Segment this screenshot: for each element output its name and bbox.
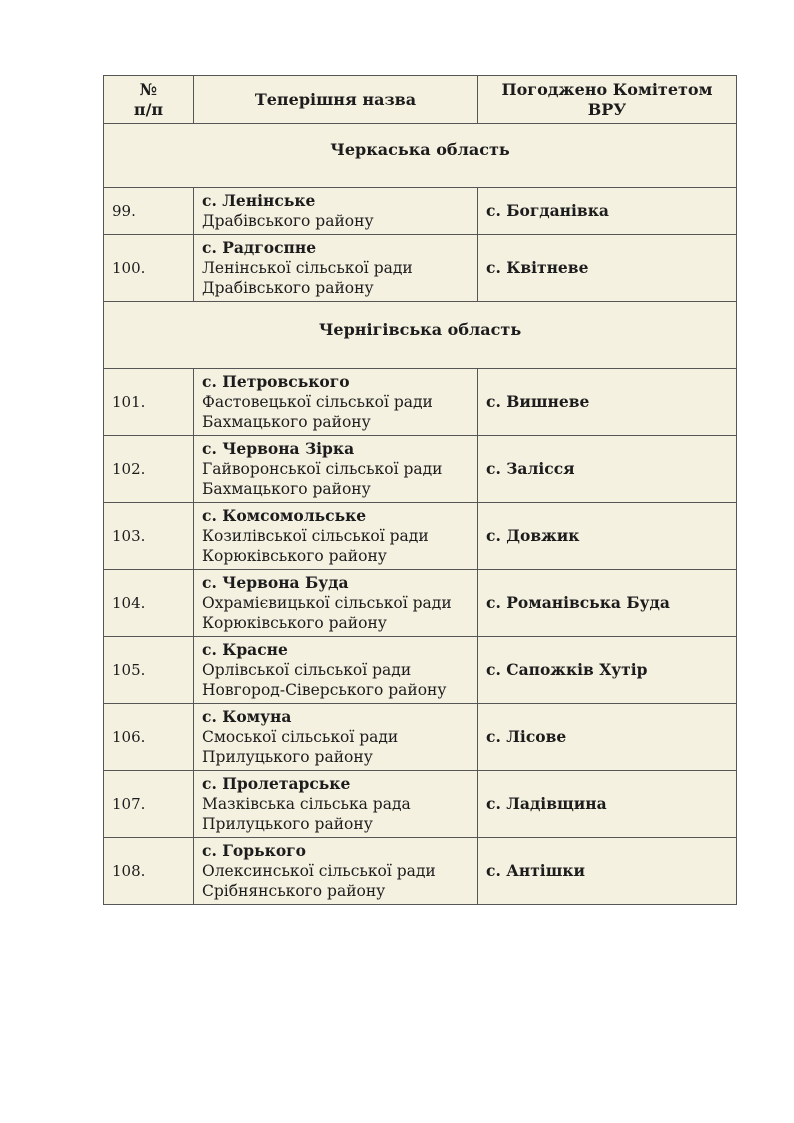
section-title: Чернігівська область <box>104 302 737 369</box>
current-name-cell <box>194 838 478 905</box>
approved-name: с. Романівська Буда <box>478 570 737 637</box>
row-number: 107. <box>104 771 194 838</box>
current-name: с. Ленінське <box>202 191 316 210</box>
current-name-cell <box>194 503 478 570</box>
table-row <box>104 838 737 905</box>
table-row <box>104 188 737 235</box>
current-name-cell <box>194 235 478 302</box>
approved-name: с. Сапожків Хутір <box>478 637 737 704</box>
header-no-line1: № <box>139 79 158 99</box>
detail-line: Корюківського району <box>202 614 387 632</box>
current-name: с. Горького <box>202 841 306 860</box>
current-name-cell <box>194 637 478 704</box>
row-number: 101. <box>104 369 194 436</box>
detail-line: Орлівської сільської ради <box>202 661 412 679</box>
detail-line: Гайворонської сільської ради <box>202 460 443 478</box>
detail-line: Прилуцького району <box>202 748 373 766</box>
table-row <box>104 436 737 503</box>
row-number: 103. <box>104 503 194 570</box>
current-name-cell <box>194 570 478 637</box>
detail-line: Мазківська сільська рада <box>202 795 411 813</box>
row-number: 100. <box>104 235 194 302</box>
approved-name: с. Залісся <box>478 436 737 503</box>
current-name: с. Петровського <box>202 372 350 391</box>
detail-line: Драбівського району <box>202 212 374 230</box>
detail-line: Срібнянського району <box>202 882 386 900</box>
header-approved: Погоджено Комітетом ВРУ <box>478 76 737 124</box>
approved-name: с. Довжик <box>478 503 737 570</box>
current-name: с. Червона Зірка <box>202 439 355 458</box>
section-title: Черкаська область <box>104 124 737 188</box>
section-row-chernihivska <box>104 302 737 369</box>
detail-line: Фастовецької сільської ради <box>202 393 433 411</box>
detail-line: Корюківського району <box>202 547 387 565</box>
detail-line: Драбівського району <box>202 279 374 297</box>
current-name: с. Комсомольське <box>202 506 367 525</box>
header-no <box>104 76 194 124</box>
table-header-row <box>104 76 737 124</box>
approved-name: с. Антішки <box>478 838 737 905</box>
approved-name: с. Богданівка <box>478 188 737 235</box>
table-row <box>104 704 737 771</box>
approved-name: с. Вишневе <box>478 369 737 436</box>
approved-name: с. Квітневе <box>478 235 737 302</box>
table-row <box>104 235 737 302</box>
detail-line: Олексинської сільської ради <box>202 862 436 880</box>
row-number: 108. <box>104 838 194 905</box>
detail-line: Новгород-Сіверського району <box>202 681 447 699</box>
detail-line: Охрамієвицької сільської ради <box>202 594 452 612</box>
current-name-cell <box>194 369 478 436</box>
row-number: 99. <box>104 188 194 235</box>
table-row <box>104 637 737 704</box>
current-name: с. Пролетарське <box>202 774 351 793</box>
current-name: с. Комуна <box>202 707 292 726</box>
current-name: с. Радгоспне <box>202 238 317 257</box>
row-number: 106. <box>104 704 194 771</box>
detail-line: Бахмацького району <box>202 480 371 498</box>
current-name: с. Червона Буда <box>202 573 349 592</box>
header-no-line2: п/п <box>133 99 164 119</box>
row-number: 102. <box>104 436 194 503</box>
table-row <box>104 503 737 570</box>
row-number: 104. <box>104 570 194 637</box>
approved-name: с. Ладівщина <box>478 771 737 838</box>
section-row-cherkaska <box>104 124 737 188</box>
table-row <box>104 570 737 637</box>
detail-line: Прилуцького району <box>202 815 373 833</box>
detail-line: Смоської сільської ради <box>202 728 399 746</box>
table-row <box>104 369 737 436</box>
current-name-cell <box>194 771 478 838</box>
approved-name: с. Лісове <box>478 704 737 771</box>
detail-line: Ленінської сільської ради <box>202 259 413 277</box>
current-name: с. Красне <box>202 640 288 659</box>
current-name-cell <box>194 188 478 235</box>
rename-table <box>103 75 737 905</box>
table-row <box>104 771 737 838</box>
header-current-name: Теперішня назва <box>194 76 478 124</box>
detail-line: Бахмацького району <box>202 413 371 431</box>
row-number: 105. <box>104 637 194 704</box>
current-name-cell <box>194 704 478 771</box>
detail-line: Козилівської сільської ради <box>202 527 429 545</box>
current-name-cell <box>194 436 478 503</box>
